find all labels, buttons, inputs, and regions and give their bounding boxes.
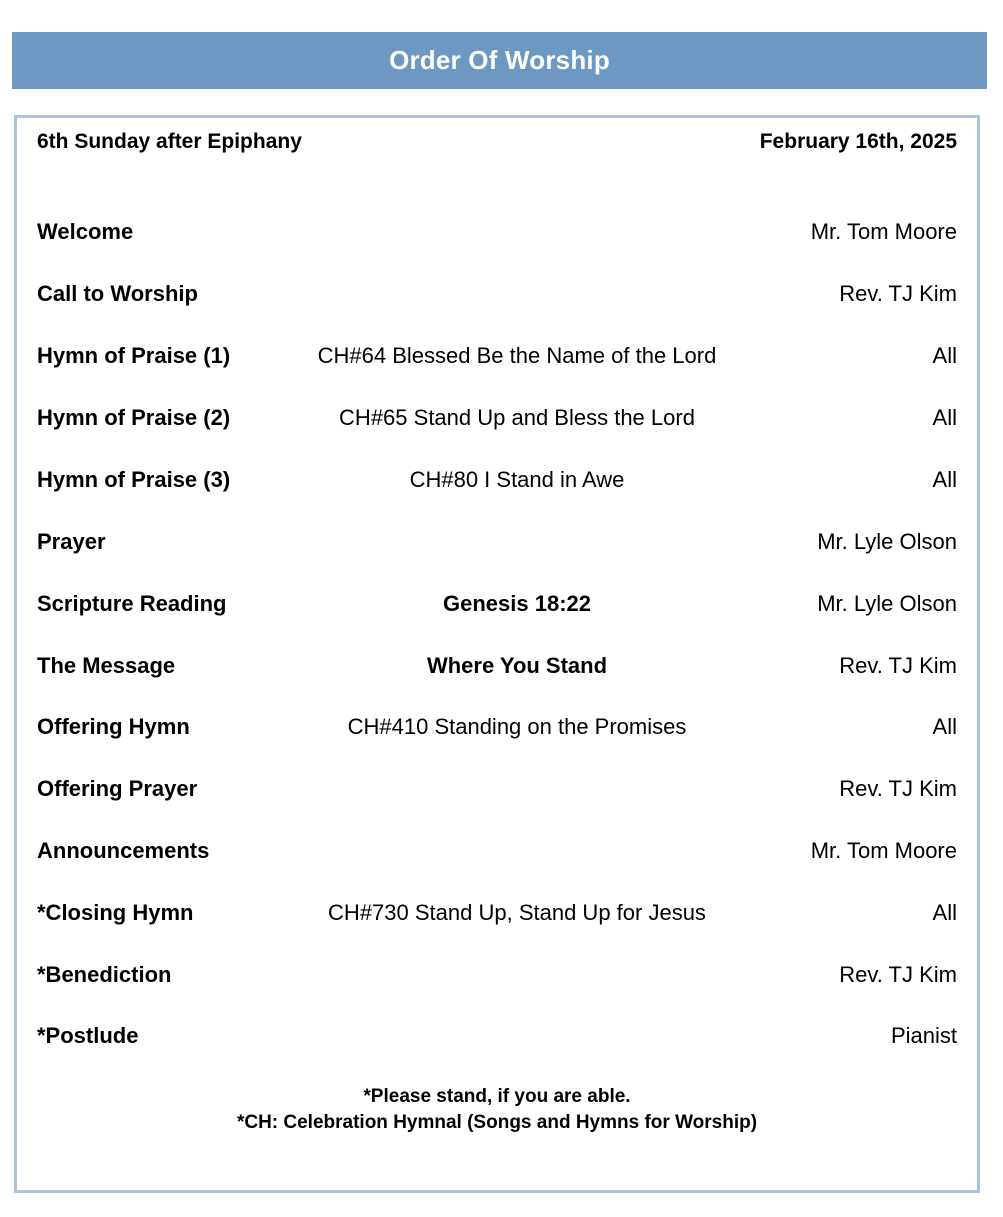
order-item-detail: CH#730 Stand Up, Stand Up for Jesus [328,900,706,925]
order-item-prayer [37,529,957,559]
order-item-hymn-of-praise-2 [37,405,957,435]
order-item-part: Offering Hymn [37,714,190,739]
order-item-part: Call to Worship [37,281,198,306]
order-item-part: Welcome [37,219,134,244]
order-item-call-to-worship [37,281,957,311]
order-item-part: Scripture Reading [37,591,227,616]
service-occasion: 6th Sunday after Epiphany [37,130,302,153]
order-item-part: Hymn of Praise (3) [37,467,231,492]
order-item-leader: All [932,467,957,492]
order-item-leader: Pianist [890,1023,957,1048]
stand-note: *Please stand, if you are able. [363,1086,631,1107]
order-item-part: *Benediction [37,962,172,987]
order-item-detail: CH#80 I Stand in Awe [409,467,625,492]
order-item-detail: CH#65 Stand Up and Bless the Lord [339,405,695,430]
order-item-leader: All [932,714,957,739]
order-item-leader: Mr. Lyle Olson [817,529,957,554]
order-item-offering-hymn [37,714,957,744]
worship-order-frame [14,115,980,1193]
order-item-welcome [37,219,957,249]
order-item-postlude [37,1023,957,1053]
order-item-part: Announcements [37,838,210,863]
order-item-leader: Rev. TJ Kim [839,281,957,306]
order-item-part: *Postlude [37,1023,139,1048]
order-item-leader: Rev. TJ Kim [839,776,957,801]
hymnal-note: *CH: Celebration Hymnal (Songs and Hymns for Worship) [236,1112,758,1133]
order-item-detail: CH#64 Blessed Be the Name of the Lord [317,343,717,368]
order-item-hymn-of-praise-3 [37,467,957,497]
service-date: February 16th, 2025 [759,130,957,153]
order-item-announcements [37,838,957,868]
order-item-part: Prayer [37,529,106,554]
order-item-detail: Genesis 18:22 [443,591,591,616]
order-item-leader: Rev. TJ Kim [839,653,957,678]
order-item-offering-prayer [37,776,957,806]
order-item-detail: CH#410 Standing on the Promises [347,714,687,739]
order-item-leader: All [932,900,957,925]
order-item-part: *Closing Hymn [37,900,194,925]
order-item-leader: All [932,343,957,368]
order-item-leader: Mr. Tom Moore [810,838,957,863]
order-item-part: Hymn of Praise (2) [37,405,231,430]
order-item-the-message [37,653,957,683]
order-item-leader: Rev. TJ Kim [839,962,957,987]
order-item-detail: Where You Stand [426,653,608,678]
order-item-leader: Mr. Tom Moore [810,219,957,244]
order-item-closing-hymn [37,900,957,930]
order-item-scripture-reading [37,591,957,621]
order-item-hymn-of-praise-1 [37,343,957,373]
header-bar [12,32,987,89]
order-item-benediction [37,962,957,992]
page-title: Order Of Worship [389,45,610,75]
order-item-part: Hymn of Praise (1) [37,343,231,368]
order-item-part: Offering Prayer [37,776,198,801]
footnotes [17,1084,977,1136]
service-info-row [37,130,957,160]
order-item-part: The Message [37,653,176,678]
order-item-leader: Mr. Lyle Olson [817,591,957,616]
order-item-leader: All [932,405,957,430]
